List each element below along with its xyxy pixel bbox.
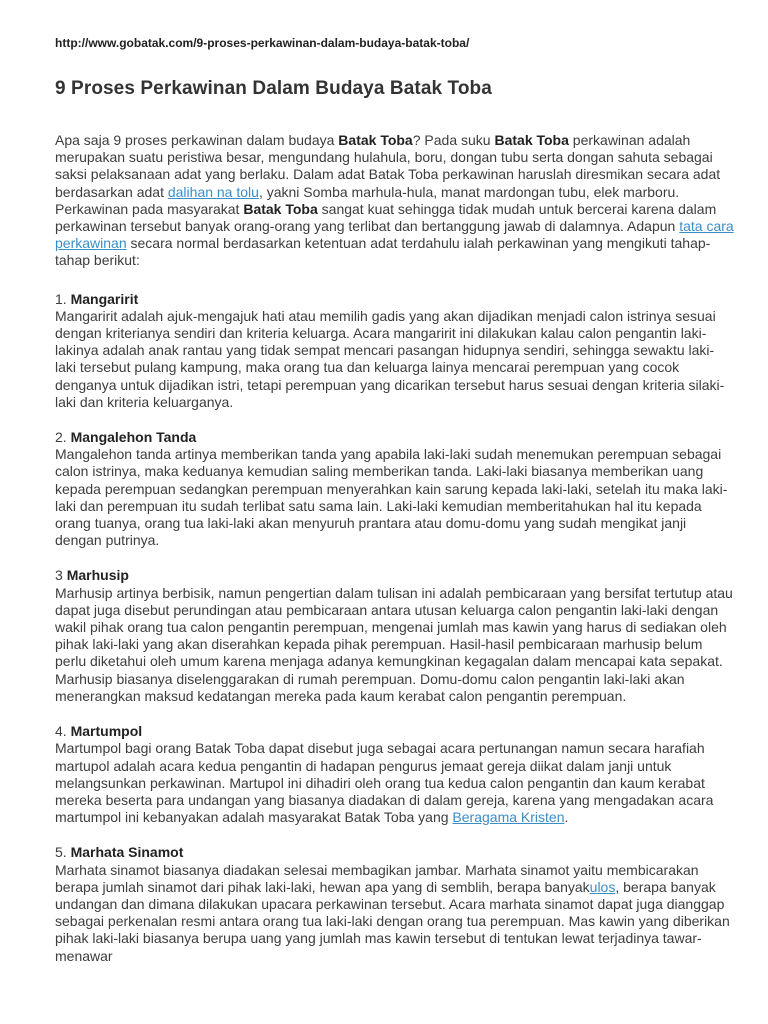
- section-title: Marhata Sinamot: [70, 844, 184, 861]
- intro-text: perkawinan adalah merupakan suatu peristiwa besar, mengundang hulahula, boru, dongan tubu serta dongan sahuta sebagai saksi pelaksanaan adat yang berlaku. Dalam adat Batak Toba perkawinan haruslah diresmikan secara adat berdasarkan adat: [55, 132, 721, 200]
- section-body: [55, 862, 735, 965]
- section-heading: [55, 723, 735, 740]
- intro-paragraph: [55, 132, 735, 270]
- page-title: 9 Proses Perkawinan Dalam Budaya Batak Toba: [55, 78, 492, 99]
- link-beragama-kristen[interactable]: Beragama Kristen: [452, 809, 565, 826]
- section-body-text: .: [564, 809, 569, 826]
- section-title: Martumpol: [70, 723, 143, 740]
- section-marhusip: [55, 567, 735, 705]
- section-heading: [55, 844, 735, 861]
- section-mangaririt: [55, 291, 735, 411]
- article-body: [55, 132, 735, 983]
- link-tata-cara-perkawinan[interactable]: tata cara perkawinan: [55, 218, 734, 252]
- section-marhata-sinamot: [55, 844, 735, 964]
- section-heading: [55, 429, 735, 446]
- section-heading: [55, 567, 735, 584]
- section-body-text: Marhata sinamot biasanya diadakan selesai membagikan jambar. Marhata sinamot yaitu membicarakan berapa jumlah sinamot dari pihak laki-laki, hewan apa yang di semblih, berapa banyak: [55, 861, 699, 895]
- section-mangalehon-tanda: [55, 429, 735, 549]
- section-body-text: Martumpol bagi orang Batak Toba dapat disebut juga sebagai acara pertunangan namun secara harafiah martupol adalah acara kedua pengantin di hadapan pengurus jemaat gereja diikat dalam janji untuk melangsunkan perkawinan. Martupol ini dihadiri oleh orang tua kedua calon pengantin dan kaum kerabat mereka beserta para undangan yang biasanya diadakan di dalam gereja, karena yang mengadakan acara martumpol ini kebanyakan adalah masyarakat Batak Toba yang: [55, 740, 714, 826]
- section-martumpol: [55, 723, 735, 826]
- section-number: 2.: [55, 429, 71, 446]
- section-body: [55, 740, 735, 826]
- intro-text: Apa saja 9 proses perkawinan dalam budaya: [55, 132, 339, 148]
- section-body: Mangalehon tanda artinya memberikan tanda yang apabila laki-laki sudah menemukan perempuan sebagai calon istrinya, maka keduanya kemudian saling memberikan tanda. Laki-laki biasanya memberikan uang kepada perempuan sedangkan perempuan menyerahkan kain sarung kepada laki-laki, setelah itu maka laki-laki dan perempuan itu sudah terlibat satu sama lain. Laki-laki kemudian memberitahukan hal itu kepada orang tuanya, orang tua laki-laki akan menyuruh prantara atau domu-domu yang sudah mengikat janji dengan putrinya.: [55, 446, 728, 549]
- section-title: Mangalehon Tanda: [70, 429, 197, 446]
- intro-text: secara normal berdasarkan ketentuan adat terdahulu ialah perkawinan yang mengikuti tahap-tahap berikut:: [55, 235, 711, 269]
- intro-text: , yakni Somba marhula-hula, manat mardongan tubu, elek marboru. Perkawinan pada masyarakat: [55, 183, 680, 217]
- section-body: Mangaririt adalah ajuk-mengajuk hati atau memilih gadis yang akan dijadikan menjadi calon istrinya sesuai dengan kriterianya sendiri dan kriteria keluarga. Acara mangaririt ini dilakukan kalau calon pengantin laki-lakinya adalah anak rantau yang tidak sempat mencari pasangan hidupnya sendiri, sehingga sewaktu laki-laki tersebut pulang kampung, maka orang tua dan keluarga lainya mencarai perempuan yang cocok denganya untuk dijadikan istri, tetapi perempuan yang dicarikan tersebut harus sesuai dengan kriteria silaki-laki dan kriteria keluarganya.: [55, 307, 725, 410]
- section-number: 3: [55, 567, 67, 584]
- section-number: 4.: [55, 723, 71, 740]
- source-url: http://www.gobatak.com/9-proses-perkawinan-dalam-budaya-batak-toba/: [55, 36, 470, 50]
- section-body: Marhusip artinya berbisik, namun pengertian dalam tulisan ini adalah pembicaraan yang bersifat tertutup atau dapat juga disebut perundingan atau pembicaraan antara utusan keluarga calon pengantin laki-laki dengan wakil pihak orang tua calon pengantin perempuan, mengenai jumlah mas kawin yang harus di sediakan oleh pihak laki-laki yang akan diserahkan kepada pihak perempuan. Hasil-hasil pembicaraan marhusip belum perlu diketahui oleh umum karena menjaga adanya kemungkinan kegagalan dalam mencapai kata sepakat. Marhusip biasanya diselenggarakan di rumah perempuan. Domu-domu calon pengantin laki-laki akan menerangkan maksud kedatangan mereka pada kaum kerabat calon pengantin perempuan.: [55, 584, 733, 704]
- link-dalihan-na-tolu[interactable]: dalihan na tolu: [167, 183, 259, 200]
- section-body-text: , berapa banyak undangan dan dimana dilakukan upacara perkawinan tersebut. Acara marhata sinamot dapat juga dianggap sebagai perkenalan resmi antara orang tua laki-laki dengan orang tua perempuan. Mas kawin yang diberikan pihak laki-laki biasanya berupa uang yang jumlah mas kawin tersebut di tentukan lewat terjadinya tawar-menawar: [55, 878, 730, 964]
- link-ulos[interactable]: ulos: [589, 878, 616, 895]
- section-heading: [55, 291, 735, 308]
- section-title: Marhusip: [66, 567, 129, 584]
- intro-text: ? Pada suku: [412, 132, 495, 148]
- section-number: 1.: [55, 290, 71, 307]
- intro-text: sangat kuat sehingga tidak mudah untuk bercerai karena dalam perkawinan tersebut banyak orang-orang yang terlibat dan bertanggung jawab di dalamnya. Adapun: [55, 200, 717, 235]
- intro-bold: Batak Toba: [243, 200, 318, 217]
- section-number: 5.: [55, 844, 71, 861]
- intro-bold: Batak Toba: [338, 132, 413, 148]
- intro-bold: Batak Toba: [494, 132, 569, 148]
- section-title: Mangaririt: [70, 290, 139, 307]
